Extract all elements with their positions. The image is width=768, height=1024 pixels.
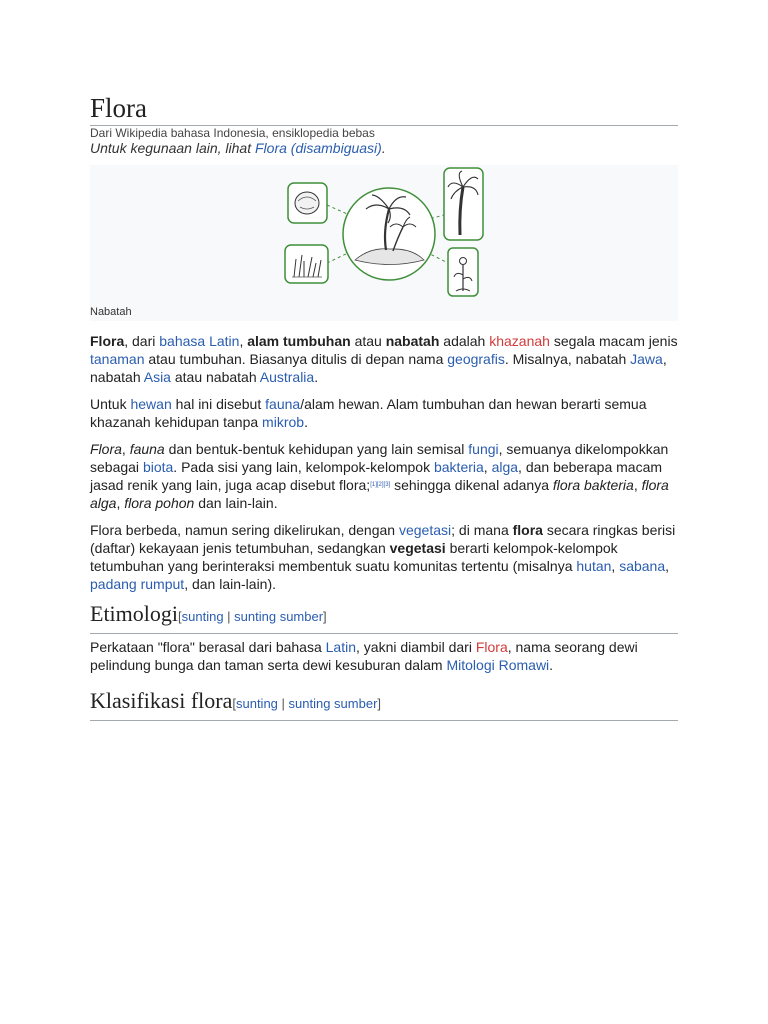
intro-paragraphs — [90, 332, 678, 602]
edit-link[interactable]: sunting — [181, 609, 224, 624]
link-padang-rumput[interactable]: padang rumput — [90, 576, 185, 592]
palm-tree-icon — [444, 168, 483, 240]
link-latin[interactable]: Latin — [325, 639, 356, 655]
flora-illustration[interactable] — [90, 165, 678, 321]
reference-links[interactable]: [1][2][3] — [370, 482, 391, 488]
link-biota[interactable]: biota — [142, 459, 174, 475]
paragraph: Perkataan "flora" berasal dari bahasa Latin, yakni diambil dari Flora, nama seorang dewi pelindung bunga dan taman serta dewi kesuburan dalam Mitologi Romawi. — [90, 639, 638, 673]
link-jawa[interactable]: Jawa — [630, 351, 663, 367]
redlink-flora[interactable]: Flora — [475, 639, 508, 655]
paragraph: Flora, fauna dan bentuk-bentuk kehidupan yang lain semisal fungi, semuanya dikelompokkan sebagai biota. Pada sisi yang lain, kelompok-kelompok bakteria, alga, dan beberapa macam jasad renik yang lain, juga acap disebut flora;[1][2][3] sehingga dikenal adanya flora bakteria, flora alga, flora pohon dan lain-lain. — [90, 441, 669, 511]
paragraph: Flora berbeda, namun sering dikelirukan, dengan vegetasi; di mana flora secara ringkas berisi (daftar) kekayaan jenis tetumbuhan, sedangkan vegetasi berarti kelompok-kelompok tetumbuhan yang berinteraksi membentuk suatu komunitas tertentu (misalnya hutan, sabana, padang rumput, dan lain-lain). — [90, 522, 676, 592]
figure — [90, 165, 678, 321]
link-bahasa-latin[interactable]: bahasa Latin — [159, 333, 240, 349]
site-tagline: Dari Wikipedia bahasa Indonesia, ensiklopedia bebas — [90, 126, 375, 140]
edit-section-links: [sunting | sunting sumber] — [178, 609, 327, 624]
link-fauna[interactable]: fauna — [265, 396, 301, 412]
flowering-plant-icon — [448, 248, 478, 296]
edit-source-link[interactable]: sunting sumber — [288, 696, 378, 711]
link-asia[interactable]: Asia — [143, 369, 171, 385]
page-title: Flora — [90, 93, 147, 123]
redlink-khazanah[interactable]: khazanah — [489, 333, 550, 349]
edit-section-links: [sunting | sunting sumber] — [232, 696, 382, 711]
link-alga[interactable]: alga — [491, 459, 519, 475]
link-sabana[interactable]: sabana — [619, 558, 666, 574]
island-palm-icon — [343, 188, 435, 280]
hatnote: Untuk kegunaan lain, lihat Flora (disambiguasi). — [90, 140, 386, 156]
lichen-cell-icon — [288, 183, 327, 223]
link-mitologi-romawi[interactable]: Mitologi Romawi — [446, 657, 550, 673]
link-mikrob[interactable]: mikrob — [262, 414, 305, 430]
grass-icon — [285, 245, 328, 283]
link-tanaman[interactable]: tanaman — [90, 351, 145, 367]
figure-caption: Nabatah — [90, 306, 132, 318]
paragraph: Untuk hewan hal ini disebut fauna/alam hewan. Alam tumbuhan dan hewan berarti semua khazanah kehidupan tanpa mikrob. — [90, 396, 647, 430]
edit-source-link[interactable]: sunting sumber — [234, 609, 324, 624]
paragraph: Flora, dari bahasa Latin, alam tumbuhan atau nabatah adalah khazanah segala macam jenis tanaman atau tumbuhan. Biasanya ditulis di depan nama geografis. Misalnya, nabatah Jawa, nabatah Asia atau nabatah Australia. — [90, 333, 678, 385]
link-vegetasi[interactable]: vegetasi — [398, 522, 452, 538]
link-geografis[interactable]: geografis — [447, 351, 505, 367]
link-australia[interactable]: Australia — [259, 369, 315, 385]
link-hewan[interactable]: hewan — [130, 396, 172, 412]
section-heading-etimologi: Etimologi[sunting | sunting sumber] — [90, 600, 678, 634]
disambiguation-link[interactable]: Flora (disambiguasi) — [255, 140, 382, 156]
edit-link[interactable]: sunting — [235, 696, 278, 711]
link-bakteria[interactable]: bakteria — [433, 459, 484, 475]
section-heading-klasifikasi: Klasifikasi flora[sunting | sunting sumber] — [90, 687, 678, 721]
link-hutan[interactable]: hutan — [576, 558, 612, 574]
etimologi-paragraph — [90, 638, 678, 683]
link-fungi[interactable]: fungi — [468, 441, 499, 457]
